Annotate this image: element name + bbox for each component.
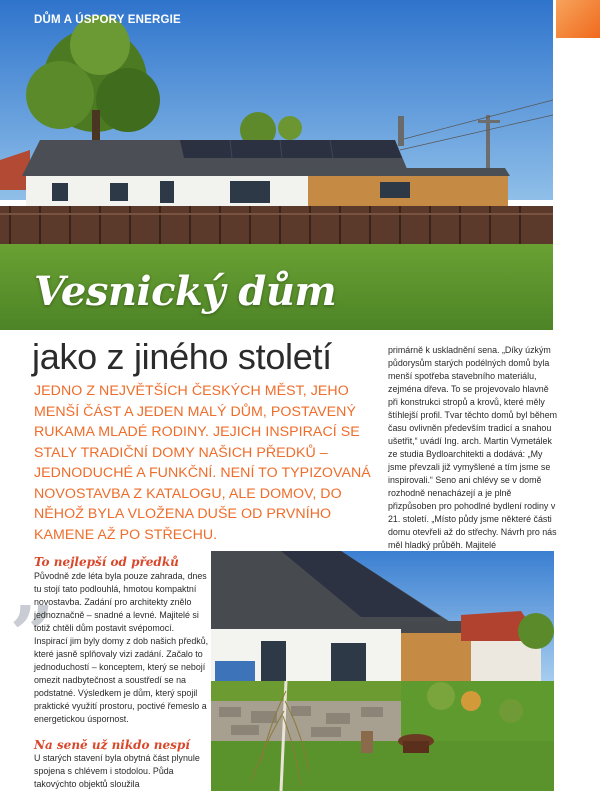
article-subtitle: jako z jiného století [32, 336, 332, 377]
section-body-2: U starých stavení byla obytná část plynule spojena s chlévem i stodolou. Půda takovýchto objektů sloužila [34, 753, 200, 789]
section-heading-1: To nejlepší od předků [34, 555, 179, 569]
article-title: Vesnický dům [34, 268, 337, 315]
section-heading-2: Na seně už nikdo nespí [34, 738, 190, 752]
garden-photo [211, 551, 554, 791]
right-column-text: primárně k uskladnění sena. „Díky úzkým půdorysům starých podélných domů byla menší spotřeba stavebního materiálu, zejména dřeva. To se projevovalo hlavně při konstrukci stropů a krovů, které měly štíhlejší profil. Tvar těchto domů byl během času ovlivněn především tradicí a snahou ušetřit,“ uvádí Ing. arch. Martin Vymetálek ze studia Bydloarchitekti a dodává: „My jsme převzali již vymyšlené a tím jsme se inspirovali.“ Seno ani chlévy se v domě rozhodně nenacházejí a je plně přizpůsoben pro pohodlné bydlení rodiny v 21. století. „Místo půdy jsme některé části domu otevřeli až do střechy. Návrh pro nás měl hladký průběh. Majitelé [388, 345, 558, 550]
section-label: DŮM A ÚSPORY ENERGIE [34, 14, 181, 26]
section-body-1: Původně zde léta byla pouze zahrada, dnes tu stojí tato podlouhlá, hmotou kompaktní novostavba. Zadání pro architekty znělo jednoznačně – snadné a levné. Majitelé si totiž chtěli dům postavit svépomocí. Inspirací jim byly domy z dob našich předků, které jasně splňovaly vizi zadání. Začalo to jednoduchostí – konceptem, který se nebojí omezit nadbytečnost a soustředí se na podstatné. Výsledkem je dům, který spojil praktické využití prostoru, poctivé řemeslo a energetickou úspornost. [34, 571, 209, 724]
page-corner-tab [556, 0, 600, 38]
quote-mark: „ [11, 545, 56, 636]
lead-paragraph: JEDNO Z NEJVĚTŠÍCH ČESKÝCH MĚST, JEHO MENŠÍ ČÁST A JEDEN MALÝ DŮM, POSTAVENÝ RUKAMA MLADÉ RODINY. JEJICH INSPIRACÍ SE STALY TRADIČNÍ DOMY NAŠICH PŘEDKŮ – JEDNODUCHÉ A FUNKČNÍ. NENÍ TO TYPIZOVANÁ NOVOSTAVBA Z KATALOGU, ALE DOMOV, DO NĚHOŽ BYLA VLOŽENA DUŠE OD PRVNÍHO KAMENE AŽ PO STŘECHU. [34, 383, 371, 543]
